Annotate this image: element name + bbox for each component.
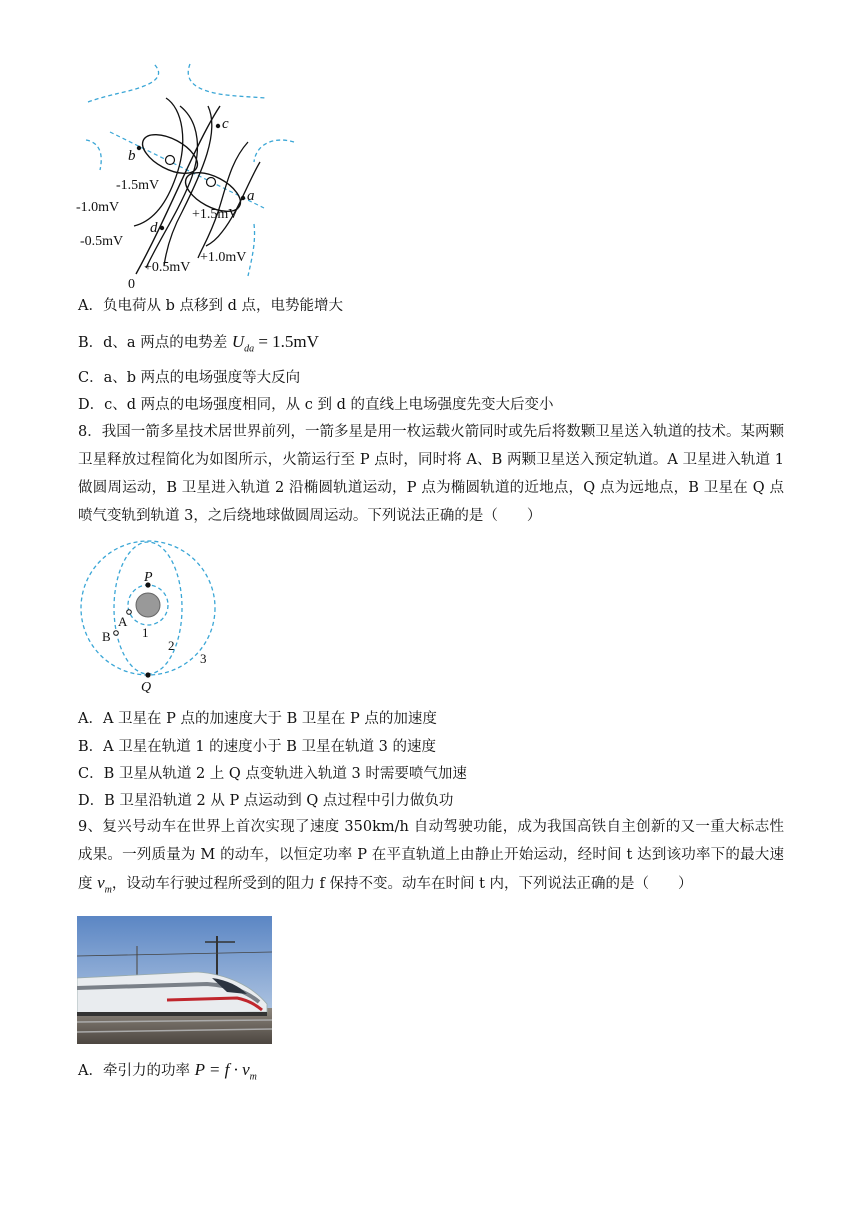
q7-option-b-value: = 1.5mV [258, 332, 319, 351]
q7-option-b-text: B．d、a 两点的电势差 [78, 335, 228, 351]
label-plus-0-5mv: +0.5mV [144, 260, 191, 275]
q9-stem-part-b: ，设动车行驶过程所受到的阻力 f 保持不变。动车在时间 t 内，下列说法正确的是（ ） [111, 876, 693, 892]
orbit-label-a: A [118, 614, 128, 629]
point-c-label: c [222, 116, 229, 132]
q9-stem-symbol: v [97, 873, 105, 892]
q9-option-a [78, 1060, 257, 1087]
q8-option-d: D．B 卫星沿轨道 2 从 P 点运动到 Q 点过程中引力做负功 [78, 793, 454, 809]
q7-option-b-sub: da [244, 343, 255, 355]
q7-option-d: D．c、d 两点的电场强度相同，从 c 到 d 的直线上电场强度先变大后变小 [78, 397, 554, 413]
orbit-figure [72, 538, 222, 698]
orbit-label-2: 2 [168, 638, 175, 653]
q7-option-b [78, 332, 319, 359]
q8-option-b: B．A 卫星在轨道 1 的速度小于 B 卫星在轨道 3 的速度 [78, 739, 436, 755]
q7-option-a: A．负电荷从 b 点移到 d 点，电势能增大 [78, 298, 343, 314]
q9-stem-part-a: 9、复兴号动车在世界上首次实现了速度 350km/h 自动驾驶功能，成为我国高铁自主创新的又一重大标志性成果。一列质量为 M 的动车，以恒定功率 P 在平直轨道上由静止开始运动，经时间 t 达到该功率下的最大速度 [78, 819, 784, 892]
label-minus-0-5mv: -0.5mV [80, 234, 124, 249]
q9-option-a-sub: m [249, 1071, 257, 1083]
q9-option-a-formula: P = f · v [194, 1060, 250, 1079]
train-photo [77, 916, 272, 1044]
q9-stem [78, 813, 784, 904]
point-d-label: d [150, 220, 158, 236]
point-a-label: a [247, 188, 255, 204]
point-b-label: b [128, 148, 136, 164]
orbit-label-3: 3 [200, 651, 207, 666]
label-zero: 0 [128, 277, 135, 292]
orbit-label-b: B [102, 629, 111, 644]
q9-stem-sub: m [104, 884, 112, 896]
label-minus-1-5mv: -1.5mV [116, 178, 160, 193]
q8-option-c: C．B 卫星从轨道 2 上 Q 点变轨进入轨道 3 时需要喷气加速 [78, 766, 467, 782]
label-minus-1-0mv: -1.0mV [76, 200, 120, 215]
orbit-label-1: 1 [142, 625, 149, 640]
orbit-label-p: P [144, 570, 153, 585]
q7-option-c: C．a、b 两点的电场强度等大反向 [78, 370, 301, 386]
q8-stem: 8．我国一箭多星技术居世界前列，一箭多星是用一枚运载火箭同时或先后将数颗卫星送入轨道的技术。某两颗卫星释放过程简化为如图所示，火箭运行至 P 点时，同时将 A、B 两颗卫星送入预定轨道。A 卫星进入轨道 1 做圆周运动，B 卫星进入轨道 2 沿椭圆轨道运动，P 点为椭圆轨道的近地点，Q 点为远地点，B 卫星在 Q 点喷气变轨到轨道 3，之后绕地球做圆周运动。下列说法正确的是（ ） [78, 424, 784, 524]
q9-option-a-text: A．牵引力的功率 [78, 1063, 190, 1079]
q7-option-b-symbol: U [231, 332, 245, 351]
label-plus-1-5mv: +1.5mV [192, 207, 239, 222]
label-plus-1-0mv: +1.0mV [200, 250, 247, 265]
orbit-label-q: Q [141, 680, 152, 695]
equipotential-figure [70, 62, 300, 292]
q8-option-a: A．A 卫星在 P 点的加速度大于 B 卫星在 P 点的加速度 [78, 711, 437, 727]
